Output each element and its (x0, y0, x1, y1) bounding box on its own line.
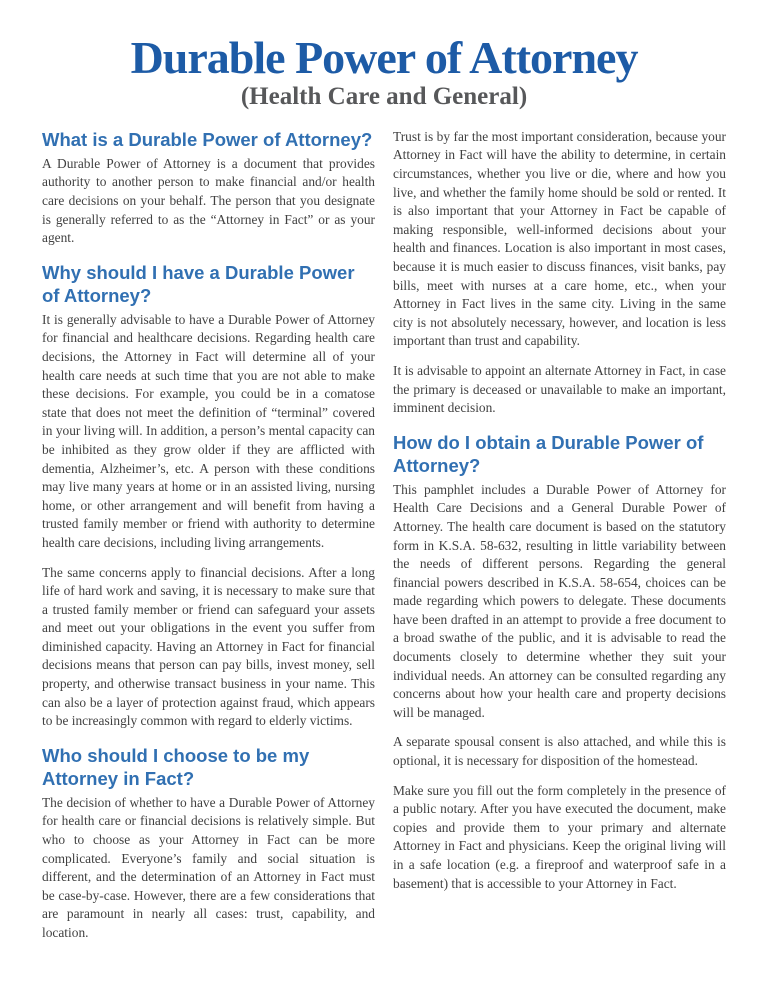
page-title: Durable Power of Attorney (130, 32, 638, 83)
section-heading-how-to-obtain: How do I obtain a Durable Power of Attorney? (393, 431, 704, 476)
left-column (42, 128, 375, 954)
body-paragraph: It is generally advisable to have a Durable Power of Attorney for financial and healthcare decisions. Regarding health care decisions, the Attorney in Fact will determine all of your health care needs at such time that you are not able to make these decisions. For example, you could be in a comatose state that does not meet the definition of “terminal” covered in your living will. In addition, a person’s mental capacity can be inhibited as they grow older if they are afflicted with dementia, Alzheimer’s, etc. A person with these conditions may live many years at home or in an assisted living, nursing home, or other arrangement and will benefit from having a trusted family member or friend with authority to determine health care decisions, including living arrangements. (42, 311, 375, 550)
body-paragraph: The same concerns apply to financial decisions. After a long life of hard work and saving, it is necessary to make sure that a trusted family member or friend can safeguard your assets and meet out your obligations in the event you suffer from diminished capacity. Having an Attorney in Fact for financial decisions means that person can pay bills, invest money, sell property, and otherwise transact business in your name. This can also be a layer of protection against fraud, which appears to be increasingly common with regard to elderly victims. (42, 564, 375, 729)
document-header (0, 34, 768, 111)
body-paragraph: It is advisable to appoint an alternate Attorney in Fact, in case the primary is deceased or unavailable to make an important, imminent decision. (393, 362, 726, 416)
body-paragraph: A Durable Power of Attorney is a document that provides authority to another person to make financial and/or health care decisions on your behalf. The person that you designate is generally referred to as the “Attorney in Fact” or as your agent. (42, 155, 375, 246)
two-column-body (0, 128, 768, 954)
body-paragraph: This pamphlet includes a Durable Power of Attorney for Health Care Decisions and a General Durable Power of Attorney. The health care document is based on the statutory form in K.S.A. 58-632, resulting in little variability between the needs of different persons. Regarding the general financial powers described in K.S.A. 58-654, choices can be made regarding which powers to delegate. These documents have been drafted in an attempt to provide a free document to a broad swathe of the public, and it is advisable to read the documents closely to determine whether they suit your individual needs. An attorney can be consulted regarding any concerns about how your health care and property decisions will be managed. (393, 481, 726, 720)
right-column (393, 128, 726, 954)
body-paragraph: Make sure you fill out the form completely in the presence of a public notary. After you have executed the document, make copies and provide them to your primary and alternate Attorney in Fact and physicians. Keep the original living will in a safe location (e.g. a fireproof and waterproof safe in a basement) that is accessible to your Attorney in Fact. (393, 782, 726, 891)
body-paragraph: Trust is by far the most important consideration, because your Attorney in Fact will have the ability to determine, in certain circumstances, whether you live or die, where and how you live, and whether the family home should be sold or rented. It is also important that your Attorney in Fact be capable of making responsible, well-informed decisions about your health and finances. Location is also important in most cases, because it is much easier to discuss finances, visit banks, pay bills, meet with nurses at a care home, etc., when your Attorney in Fact lives in the same city. Living in the same city is not absolutely necessary, however, and location is less important than trust and capability. (393, 128, 726, 349)
body-paragraph: The decision of whether to have a Durable Power of Attorney for health care or financial decisions is relatively simple. But who to choose as your Attorney in Fact can be more complicated. Everyone’s family and social situation is different, and the determination of an Attorney in Fact must be case-by-case. However, there are a few considerations that are paramount in nearly all cases: trust, capability, and location. (42, 794, 375, 941)
section-heading-who-to-choose: Who should I choose to be my Attorney in Fact? (42, 744, 310, 789)
body-paragraph: A separate spousal consent is also attached, and while this is optional, it is necessary for disposition of the homestead. (393, 734, 726, 769)
section-heading-what-is-dpoa: What is a Durable Power of Attorney? (42, 128, 373, 150)
section-heading-why-have-dpoa: Why should I have a Durable Power of Attorney? (42, 261, 355, 306)
page-subtitle: (Health Care and General) (240, 82, 528, 110)
